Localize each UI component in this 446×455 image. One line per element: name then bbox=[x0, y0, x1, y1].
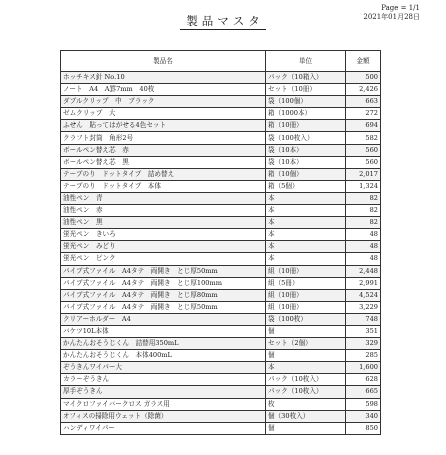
price-cell: 272 bbox=[346, 108, 381, 120]
price-cell: 694 bbox=[346, 120, 381, 132]
price-cell: 82 bbox=[346, 205, 381, 217]
price-cell: 2,991 bbox=[346, 277, 381, 289]
product-name-cell: 油性ペン 黒 bbox=[61, 217, 266, 229]
table-row bbox=[61, 325, 381, 337]
table-row bbox=[61, 180, 381, 192]
unit-cell: 箱（5個） bbox=[266, 180, 346, 192]
product-name-cell: テープのり ドットタイプ 詰め替え bbox=[61, 168, 266, 180]
unit-cell: 本 bbox=[266, 229, 346, 241]
price-cell: 628 bbox=[346, 374, 381, 386]
price-cell: 1,324 bbox=[346, 180, 381, 192]
product-name-cell: テープのり ドットタイプ 本体 bbox=[61, 180, 266, 192]
table-row bbox=[61, 338, 381, 350]
product-name-cell: ノート A4 A罫7mm 40枚 bbox=[61, 84, 266, 96]
price-cell: 48 bbox=[346, 229, 381, 241]
product-name-cell: パイプ式ファイル A4タテ 両開き とじ厚80mm bbox=[61, 289, 266, 301]
price-cell: 2,448 bbox=[346, 265, 381, 277]
product-name-cell: オフィスの掃除用ウェット（除菌） bbox=[61, 410, 266, 422]
product-master-table bbox=[60, 50, 381, 435]
table-row bbox=[61, 313, 381, 325]
unit-cell: 個 bbox=[266, 350, 346, 362]
unit-cell: 組（10冊） bbox=[266, 289, 346, 301]
product-name-cell: 蛍光ペン ピンク bbox=[61, 253, 266, 265]
table-row bbox=[61, 168, 381, 180]
print-date: 2021年01月28日 bbox=[363, 13, 420, 21]
table-row bbox=[61, 229, 381, 241]
table-row bbox=[61, 265, 381, 277]
unit-cell: 組（10冊） bbox=[266, 265, 346, 277]
table-body bbox=[61, 72, 381, 435]
price-cell: 598 bbox=[346, 398, 381, 410]
product-name-cell: ボールペン替え芯 赤 bbox=[61, 144, 266, 156]
table-row bbox=[61, 374, 381, 386]
unit-cell: 個 bbox=[266, 422, 346, 434]
product-name-cell: クラフト封筒 角形2号 bbox=[61, 132, 266, 144]
table-row bbox=[61, 398, 381, 410]
unit-cell: 本 bbox=[266, 192, 346, 204]
table-row bbox=[61, 410, 381, 422]
product-name-cell: パイプ式ファイル A4タテ 両開き とじ厚50mm bbox=[61, 301, 266, 313]
unit-cell: 本 bbox=[266, 205, 346, 217]
unit-cell: パック（10箱入） bbox=[266, 72, 346, 84]
price-cell: 351 bbox=[346, 325, 381, 337]
product-name-cell: かんたんおそうじくん 本体400mL bbox=[61, 350, 266, 362]
product-name-cell: ゼムクリップ 大 bbox=[61, 108, 266, 120]
unit-cell: セット（10冊） bbox=[266, 84, 346, 96]
table-row bbox=[61, 72, 381, 84]
document-title-text: 製品マスタ bbox=[180, 14, 266, 30]
unit-cell: 本 bbox=[266, 241, 346, 253]
product-name-cell: ボールペン替え芯 黒 bbox=[61, 156, 266, 168]
product-name-cell: パイプ式ファイル A4タテ 両開き とじ厚100mm bbox=[61, 277, 266, 289]
table-row bbox=[61, 277, 381, 289]
table-header-row bbox=[61, 51, 381, 72]
price-cell: 4,524 bbox=[346, 289, 381, 301]
table-row bbox=[61, 289, 381, 301]
table-row bbox=[61, 144, 381, 156]
product-name-cell: 厚手ぞうきん bbox=[61, 386, 266, 398]
table-row bbox=[61, 217, 381, 229]
unit-cell: 組（10冊） bbox=[266, 301, 346, 313]
table-row bbox=[61, 84, 381, 96]
table-row bbox=[61, 156, 381, 168]
product-name-cell: マイクロファイバークロス ガラス用 bbox=[61, 398, 266, 410]
product-name-cell: ダブルクリップ 中 ブラック bbox=[61, 96, 266, 108]
product-name-cell: 蛍光ペン みどり bbox=[61, 241, 266, 253]
table-row bbox=[61, 386, 381, 398]
price-cell: 82 bbox=[346, 217, 381, 229]
page-number: Page = 1/1 bbox=[381, 4, 420, 12]
product-name-cell: ハンディワイパー bbox=[61, 422, 266, 434]
product-name-cell: ふせん 貼ってはがせる4色セット bbox=[61, 120, 266, 132]
unit-cell: 本 bbox=[266, 217, 346, 229]
price-cell: 2,017 bbox=[346, 168, 381, 180]
price-cell: 582 bbox=[346, 132, 381, 144]
table-row bbox=[61, 422, 381, 434]
product-name-cell: バケツ10L本体 bbox=[61, 325, 266, 337]
price-cell: 1,600 bbox=[346, 362, 381, 374]
document-title bbox=[0, 13, 446, 29]
price-cell: 850 bbox=[346, 422, 381, 434]
product-name-cell: ホッチキス針 No.10 bbox=[61, 72, 266, 84]
product-name-cell: 蛍光ペン きいろ bbox=[61, 229, 266, 241]
price-cell: 48 bbox=[346, 253, 381, 265]
product-name-cell: かんたんおそうじくん 詰替用350mL bbox=[61, 338, 266, 350]
table-row bbox=[61, 120, 381, 132]
product-name-cell: パイプ式ファイル A4タテ 両開き とじ厚50mm bbox=[61, 265, 266, 277]
table-row bbox=[61, 192, 381, 204]
product-name-cell: クリアーホルダー A4 bbox=[61, 313, 266, 325]
product-name-cell: 油性ペン 青 bbox=[61, 192, 266, 204]
unit-cell: 袋（100個） bbox=[266, 96, 346, 108]
unit-cell: 袋（10本） bbox=[266, 156, 346, 168]
unit-cell: 袋（10本） bbox=[266, 144, 346, 156]
price-cell: 500 bbox=[346, 72, 381, 84]
price-cell: 560 bbox=[346, 156, 381, 168]
product-name-cell: 油性ペン 赤 bbox=[61, 205, 266, 217]
table-row bbox=[61, 241, 381, 253]
unit-cell: 箱（10冊） bbox=[266, 120, 346, 132]
price-cell: 560 bbox=[346, 144, 381, 156]
table-row bbox=[61, 205, 381, 217]
unit-cell: 組（5冊） bbox=[266, 277, 346, 289]
unit-cell: 個（30枚入） bbox=[266, 410, 346, 422]
product-name-cell: カラーぞうきん bbox=[61, 374, 266, 386]
unit-cell: パック（10枚入） bbox=[266, 374, 346, 386]
price-cell: 665 bbox=[346, 386, 381, 398]
table-row bbox=[61, 96, 381, 108]
table-row bbox=[61, 253, 381, 265]
price-cell: 2,426 bbox=[346, 84, 381, 96]
price-cell: 748 bbox=[346, 313, 381, 325]
price-cell: 663 bbox=[346, 96, 381, 108]
unit-cell: 本 bbox=[266, 253, 346, 265]
price-cell: 82 bbox=[346, 192, 381, 204]
unit-cell: 箱（1000本） bbox=[266, 108, 346, 120]
unit-cell: 袋（100枚） bbox=[266, 313, 346, 325]
table-row bbox=[61, 132, 381, 144]
unit-cell: 枚 bbox=[266, 398, 346, 410]
column-header-name: 製品名 bbox=[61, 51, 266, 72]
unit-cell: 本 bbox=[266, 362, 346, 374]
column-header-price: 金額 bbox=[346, 51, 381, 72]
price-cell: 3,229 bbox=[346, 301, 381, 313]
column-header-unit: 単位 bbox=[266, 51, 346, 72]
product-name-cell: ぞうきんワイパー大 bbox=[61, 362, 266, 374]
unit-cell: セット（2個） bbox=[266, 338, 346, 350]
unit-cell: 箱（10個） bbox=[266, 168, 346, 180]
unit-cell: 袋（100枚入） bbox=[266, 132, 346, 144]
price-cell: 340 bbox=[346, 410, 381, 422]
table-row bbox=[61, 108, 381, 120]
table-row bbox=[61, 362, 381, 374]
unit-cell: 個 bbox=[266, 325, 346, 337]
unit-cell: パック（10枚入） bbox=[266, 386, 346, 398]
price-cell: 329 bbox=[346, 338, 381, 350]
table-row bbox=[61, 350, 381, 362]
table-row bbox=[61, 301, 381, 313]
price-cell: 285 bbox=[346, 350, 381, 362]
price-cell: 48 bbox=[346, 241, 381, 253]
